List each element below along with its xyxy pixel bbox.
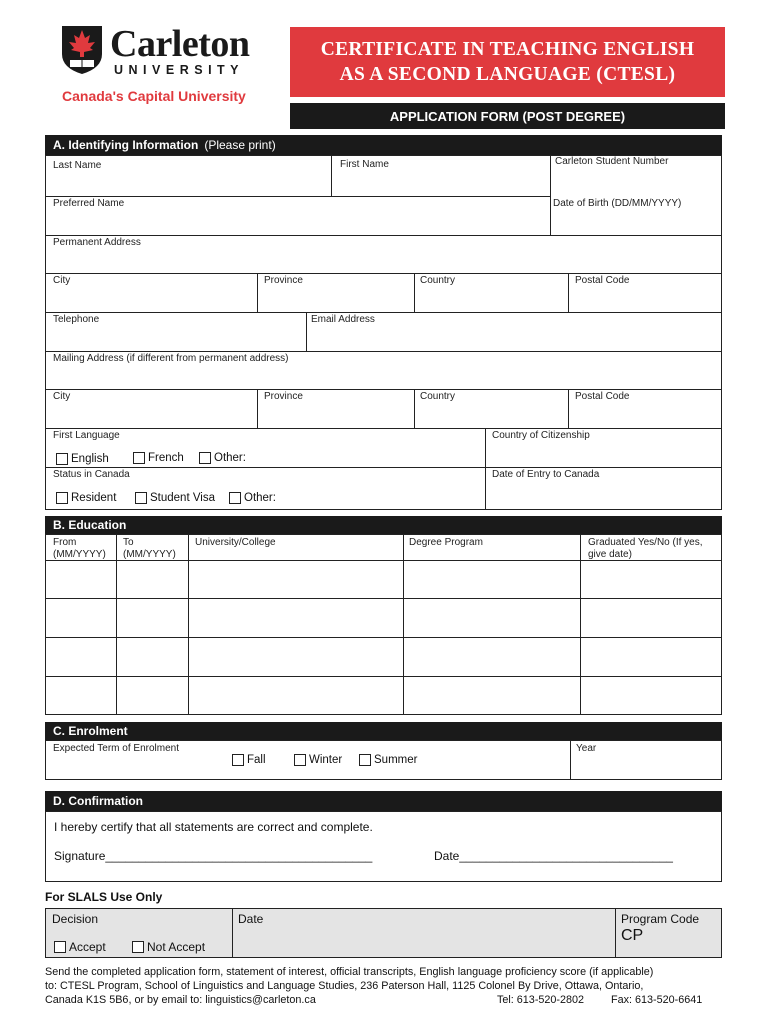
french-checkbox[interactable]: French [133, 452, 184, 464]
program-code-value: CP [621, 927, 644, 944]
office-use-title: For SLALS Use Only [45, 890, 163, 904]
english-checkbox[interactable]: English [56, 453, 109, 465]
footer-fax: Fax: 613-520-6641 [611, 994, 703, 1006]
footer-instructions [45, 965, 725, 1007]
logo-wordmark: Carleton [110, 23, 250, 65]
province-field[interactable]: Province [264, 275, 303, 286]
section-c-title: C. Enrolment [53, 724, 128, 738]
education-row-1[interactable] [46, 561, 721, 598]
entry-date-field[interactable]: Date of Entry to Canada [492, 469, 600, 480]
education-row-4[interactable] [46, 677, 721, 714]
not-accept-checkbox[interactable]: Not Accept [132, 940, 205, 954]
last-name-field[interactable]: Last Name [53, 160, 102, 171]
date-field[interactable]: Date________________________________ [434, 849, 673, 863]
footer-line-1: Send the completed application form, statement of interest, official transcripts, English language proficiency score (if applicable) [45, 966, 654, 978]
section-b-title: B. Education [53, 518, 127, 532]
section-a-title: A. Identifying Information [53, 138, 199, 152]
section-a-note: (Please print) [204, 138, 276, 152]
first-language-label: First Language [53, 430, 120, 441]
postal-code-field[interactable]: Postal Code [575, 275, 630, 286]
program-banner [290, 27, 725, 97]
section-d-header [45, 791, 722, 811]
student-number-field[interactable]: Carleton Student Number [555, 156, 669, 167]
checkbox-icon [232, 754, 244, 766]
checkbox-icon [133, 452, 145, 464]
preferred-name-field[interactable]: Preferred Name [53, 198, 125, 209]
shield-crest-icon [60, 24, 104, 76]
checkbox-icon [132, 941, 144, 953]
office-date-label: Date [238, 912, 264, 926]
student-visa-checkbox[interactable]: Student Visa [135, 492, 215, 504]
banner-line-2: AS A SECOND LANGUAGE (CTESL) [339, 64, 676, 85]
signature-field[interactable]: Signature________________________________________ [54, 849, 373, 863]
city-field[interactable]: City [53, 275, 71, 286]
footer-line-3: Canada K1S 5B6, or by email to: linguistics@carleton.ca [45, 994, 316, 1006]
mailing-postal-code-field[interactable]: Postal Code [575, 391, 630, 402]
decision-label: Decision [52, 912, 99, 926]
col-graduated: Graduated Yes/No (If yes, give date) [588, 537, 703, 560]
dob-field[interactable]: Date of Birth (DD/MM/YYYY) [553, 198, 682, 209]
first-name-field[interactable]: First Name [340, 159, 389, 170]
col-degree: Degree Program [409, 537, 483, 548]
col-to: To (MM/YYYY) [123, 537, 176, 560]
checkbox-icon [199, 452, 211, 464]
resident-checkbox[interactable]: Resident [56, 492, 116, 504]
carleton-logo [60, 22, 270, 106]
education-row-3[interactable] [46, 638, 721, 675]
program-code-label: Program Code [621, 912, 700, 926]
summer-checkbox[interactable]: Summer [359, 754, 417, 766]
footer-tel: Tel: 613-520-2802 [497, 994, 585, 1006]
section-c-header [45, 722, 722, 740]
status-label: Status in Canada [53, 469, 130, 480]
mailing-country-field[interactable]: Country [420, 391, 456, 402]
mailing-city-field[interactable]: City [53, 391, 71, 402]
logo-university: UNIVERSITY [114, 63, 245, 77]
country-field[interactable]: Country [420, 275, 456, 286]
winter-checkbox[interactable]: Winter [294, 754, 342, 766]
checkbox-icon [54, 941, 66, 953]
mailing-province-field[interactable]: Province [264, 391, 303, 402]
col-from: From (MM/YYYY) [53, 537, 106, 560]
other-language-checkbox[interactable]: Other: [199, 452, 246, 464]
checkbox-icon [56, 492, 68, 504]
section-a-header [45, 135, 722, 155]
year-field[interactable]: Year [576, 743, 597, 754]
certify-statement: I hereby certify that all statements are correct and complete. [54, 820, 373, 834]
checkbox-icon [229, 492, 241, 504]
form-title: APPLICATION FORM (POST DEGREE) [290, 103, 725, 129]
footer-line-2: to: CTESL Program, School of Linguistics and Language Studies, 236 Paterson Hall, 1125 Colonel By Drive, Ottawa, Ontario, [45, 980, 644, 992]
section-d-title: D. Confirmation [53, 794, 143, 808]
education-row-2[interactable] [46, 599, 721, 636]
checkbox-icon [56, 453, 68, 465]
checkbox-icon [294, 754, 306, 766]
telephone-field[interactable]: Telephone [53, 314, 100, 325]
section-b-header [45, 516, 722, 534]
checkbox-icon [135, 492, 147, 504]
other-status-checkbox[interactable]: Other: [229, 492, 276, 504]
expected-term-label: Expected Term of Enrolment [53, 743, 179, 754]
checkbox-icon [359, 754, 371, 766]
citizenship-field[interactable]: Country of Citizenship [492, 430, 590, 441]
mailing-address-field[interactable]: Mailing Address (if different from permanent address) [53, 353, 289, 364]
banner-line-1: CERTIFICATE IN TEACHING ENGLISH [320, 39, 695, 60]
accept-checkbox[interactable]: Accept [54, 940, 106, 954]
logo-tagline: Canada's Capital University [62, 88, 246, 104]
permanent-address-field[interactable]: Permanent Address [53, 237, 141, 248]
col-university: University/College [195, 537, 276, 548]
email-field[interactable]: Email Address [311, 314, 375, 325]
fall-checkbox[interactable]: Fall [232, 754, 266, 766]
